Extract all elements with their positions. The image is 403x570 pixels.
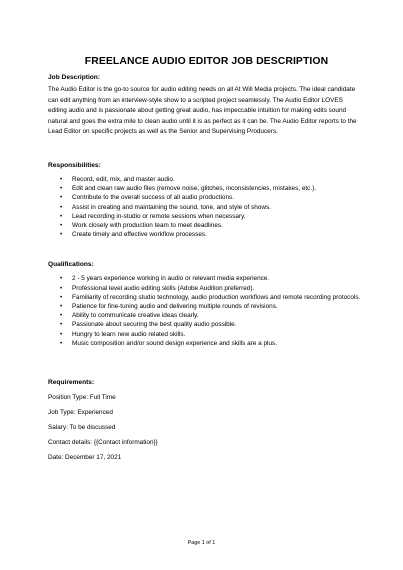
bullet-icon: • — [60, 303, 63, 310]
list-item-text: Passionate about securing the best quality audio possible. — [72, 321, 237, 329]
list-item-text: Ability to communicate creative ideas clearly. — [72, 312, 199, 320]
list-item — [48, 193, 361, 202]
salary: Salary: To be discussed — [48, 424, 116, 432]
list-item-text: Record, edit, mix, and master audio. — [72, 175, 175, 183]
responsibilities-heading: Responsibilities: — [48, 161, 101, 169]
list-item — [48, 339, 361, 348]
qualifications-list — [48, 274, 361, 348]
qualifications-section — [48, 260, 361, 348]
list-item-text: Professional level audio editing skills (Adobe Audition preferred). — [72, 284, 255, 292]
requirements-section — [48, 378, 361, 462]
bullet-icon: • — [60, 284, 63, 292]
bullet-icon: • — [60, 312, 63, 320]
bullet-icon: • — [60, 221, 63, 229]
list-item-text: Assist in creating and maintaining the sound, tone, and style of shows. — [72, 203, 271, 211]
bullet-icon: • — [60, 175, 63, 183]
list-item-text: 2 - 5 years experience working in audio or relevant media experience. — [72, 275, 270, 283]
list-item-text: Hungry to learn new audio related skills. — [72, 330, 186, 338]
bullet-icon: • — [60, 203, 63, 211]
list-item-text: Lead recording in-studio or remote sessions when necessary. — [72, 212, 246, 220]
list-item — [48, 274, 361, 283]
list-item-text: Music composition and/or sound design experience and skills are a plus. — [72, 339, 277, 347]
bullet-icon: • — [60, 339, 63, 347]
list-item — [48, 221, 361, 230]
bullet-icon: • — [60, 293, 63, 301]
list-item — [48, 184, 361, 193]
document-title: FREELANCE AUDIO EDITOR JOB DESCRIPTION — [84, 56, 329, 67]
bullet-icon: • — [60, 275, 63, 283]
responsibilities-list — [48, 175, 361, 239]
list-item — [48, 302, 361, 311]
contact-details: Contact details: {{Contact information}} — [48, 439, 158, 447]
list-item — [48, 320, 361, 329]
qualifications-heading: Qualifications: — [48, 261, 94, 269]
bullet-icon: • — [60, 212, 63, 220]
job-description-text: The Audio Editor is the go-to source for audio editing needs on all At Will Media projects. The ideal candidate can edit anything from an interview-style show to a scripted project seamlessly. The Audio Editor LOVES editing audio and is passionate about getting great audio, has impeccable intuition for making edits sound natural and goes the extra mile to clean audio until it is as perfect as it can be. The Audio Editor reports to the Lead Editor on specific projects as well as the Senior and Supervising Producers. — [48, 86, 357, 136]
job-description-heading: Job Description: — [48, 74, 101, 81]
position-type: Position Type: Full Time — [48, 394, 116, 402]
list-item — [48, 330, 361, 339]
bullet-icon: • — [60, 330, 63, 338]
document-body — [48, 56, 361, 462]
job-type: Job Type: Experienced — [48, 409, 113, 417]
page-number: Page 1 of 1 — [187, 540, 216, 546]
list-item — [48, 175, 361, 184]
bullet-icon: • — [60, 231, 63, 239]
list-item — [48, 293, 361, 302]
responsibilities-section — [48, 161, 361, 239]
list-item-text: Familiarity of recording studio technology, audio production workflows and remote recording protocols. — [72, 293, 361, 301]
requirements-heading: Requirements: — [48, 379, 95, 387]
list-item — [48, 212, 361, 221]
list-item-text: Patience for fine-tuning audio and delivering multiple rounds of revisions. — [72, 303, 278, 310]
bullet-icon: • — [60, 321, 63, 329]
job-description-section — [48, 73, 361, 138]
list-item-text: Work closely with production team to meet deadlines. — [72, 221, 223, 229]
date: Date: December 17, 2021 — [48, 454, 122, 462]
list-item-text: Edit and clean raw audio files (remove noise, glitches, inconsistencies, mistakes, etc.). — [72, 185, 317, 193]
list-item — [48, 284, 361, 293]
list-item — [48, 230, 361, 239]
list-item-text: Contribute to the overall success of all audio productions. — [72, 194, 234, 202]
list-item-text: Create timely and effective workflow processes. — [72, 231, 207, 239]
bullet-icon: • — [60, 194, 63, 202]
list-item — [48, 203, 361, 212]
list-item — [48, 311, 361, 320]
bullet-icon: • — [60, 185, 63, 193]
